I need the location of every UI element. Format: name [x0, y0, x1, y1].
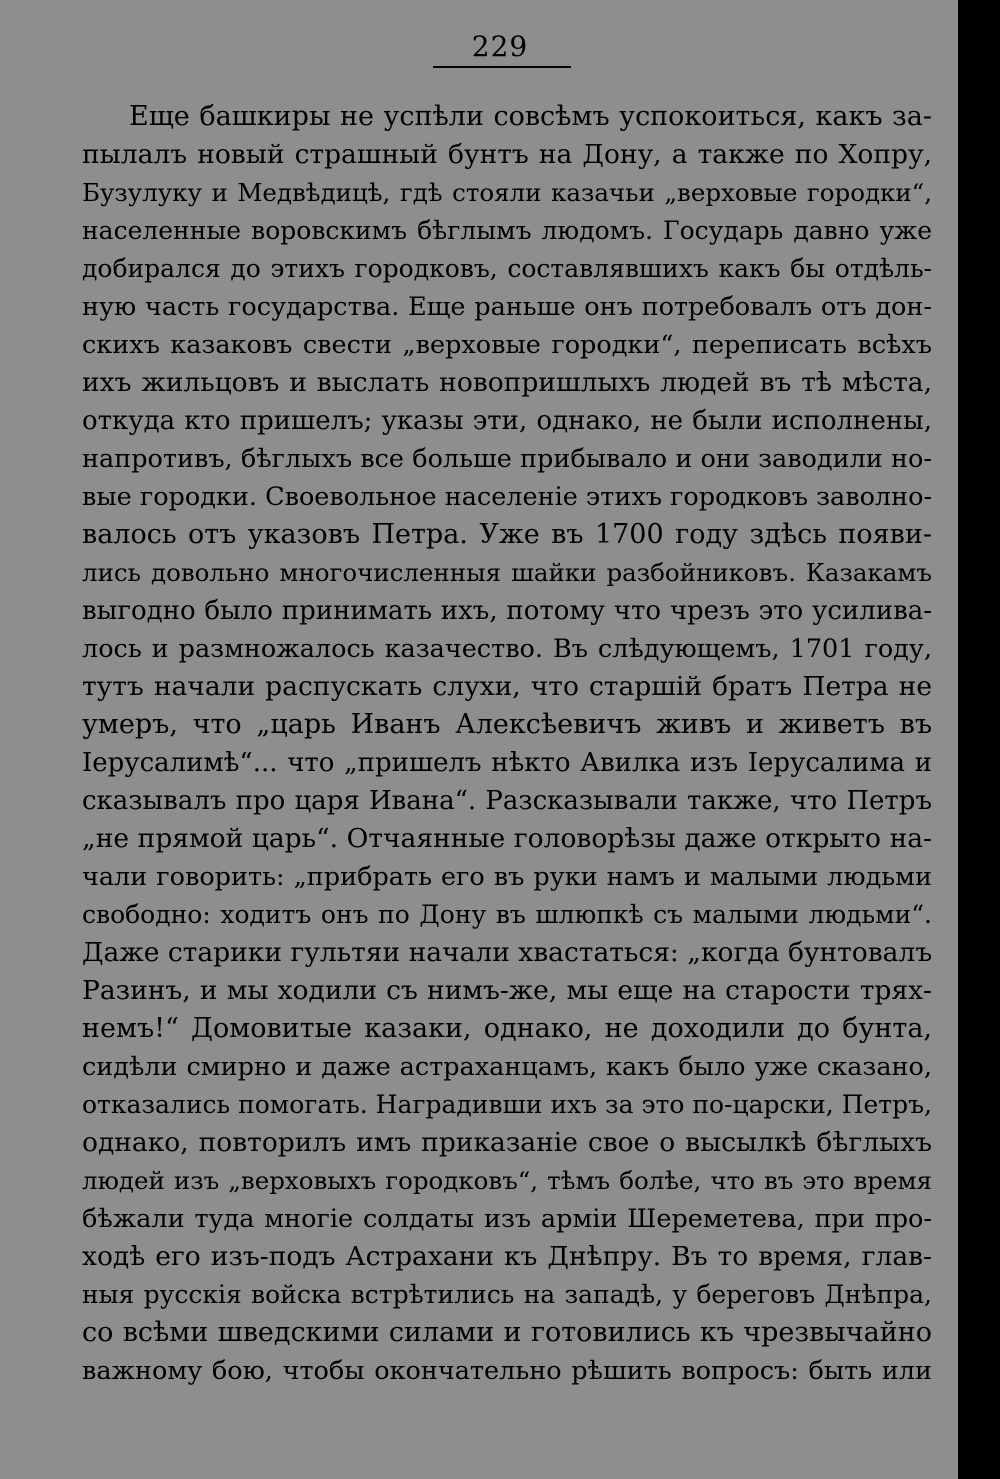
text-line: выгодно было принимать ихъ, потому что чрезъ это усилива- — [82, 596, 932, 626]
text-line: людей изъ „верховыхъ городковъ“, тѣмъ болѣе, что въ это время — [82, 1166, 932, 1195]
text-line: умеръ, что „царь Иванъ Алексѣевичъ живъ и живетъ въ — [82, 709, 932, 740]
text-line: населенные воровскимъ бѣглымъ людомъ. Государь давно уже — [82, 216, 932, 245]
page-number-rule — [433, 66, 571, 68]
text-line: со всѣми шведскими силами и готовились къ чрезвычайно — [82, 1317, 932, 1348]
text-line: важному бою, чтобы окончательно рѣшить вопросъ: быть или — [82, 1356, 932, 1386]
text-line: Даже старики гультяи начали хвастаться: „когда бунтовалъ — [82, 937, 933, 968]
text-line: напротивъ, бѣглыхъ все больше прибывало и они заводили но- — [82, 444, 932, 474]
text-line: чали говорить: „прибрать его въ руки намъ и малыми людьми — [82, 862, 932, 892]
text-line: ную часть государства. Еще раньше онъ потребовалъ отъ дон- — [82, 292, 932, 322]
text-line: тутъ начали распускать слухи, что старшій братъ Петра не — [82, 671, 932, 702]
text-line: Еще башкиры не успѣли совсѣмъ успокоиться, какъ за- — [129, 101, 932, 132]
text-line: откуда кто пришелъ; указы эти, однако, не были исполнены, — [82, 406, 932, 436]
text-line: сидѣли смирно и даже астраханцамъ, какъ было уже сказано, — [82, 1052, 932, 1082]
text-line: Іерусалимѣ“... что „пришелъ нѣкто Авилка изъ Іерусалима и — [82, 748, 932, 778]
text-line: вые городки. Своевольное населеніе этихъ городковъ заволно- — [82, 482, 933, 512]
text-line: свободно: ходитъ онъ по Дону въ шлюпкѣ съ малыми людьми“. — [82, 900, 932, 929]
text-line: „не прямой царь“. Отчаянные головорѣзы даже открыто на- — [82, 823, 932, 854]
page-text — [82, 98, 932, 1390]
text-line: Разинъ, и мы ходили съ нимъ-же, мы еще на старости трях- — [82, 975, 932, 1006]
text-line: скихъ казаковъ свести „верховые городки“, переписать всѣхъ — [82, 330, 932, 360]
text-line: ныя русскія войска встрѣтились на западѣ, у береговъ Днѣпра, — [82, 1280, 932, 1309]
text-line: лось и размножалось казачество. Въ слѣдующемъ, 1701 году, — [82, 634, 932, 664]
text-line: ихъ жильцовъ и выслать новопришлыхъ людей въ тѣ мѣста, — [82, 367, 932, 398]
page-number: 229 — [471, 30, 529, 63]
text-line: сказывалъ про царя Ивана“. Разсказывали также, что Петръ — [82, 786, 932, 816]
text-line: немъ!“ Домовитые казаки, однако, не доходили до бунта, — [82, 1013, 932, 1044]
text-line: добирался до этихъ городковъ, составлявшихъ какъ бы отдѣль- — [82, 254, 932, 283]
text-line: отказались помогать. Наградивши ихъ за это по-царски, Петръ, — [82, 1090, 932, 1119]
text-line: бѣжали туда многіе солдаты изъ арміи Шереметева, при про- — [82, 1204, 932, 1234]
text-line: однако, повторилъ имъ приказаніе свое о высылкѣ бѣглыхъ — [82, 1127, 932, 1158]
text-line: валось отъ указовъ Петра. Уже въ 1700 году здѣсь появи- — [82, 519, 932, 550]
text-line: лись довольно многочисленныя шайки разбойниковъ. Казакамъ — [82, 558, 932, 587]
text-line: Бузулуку и Медвѣдицѣ, гдѣ стояли казачьи „верховые городки“, — [82, 178, 932, 207]
text-line: ходѣ его изъ-подъ Астрахани къ Днѣпру. Въ то время, глав- — [82, 1241, 932, 1272]
text-line: пылалъ новый страшный бунтъ на Дону, а также по Хопру, — [82, 139, 932, 170]
